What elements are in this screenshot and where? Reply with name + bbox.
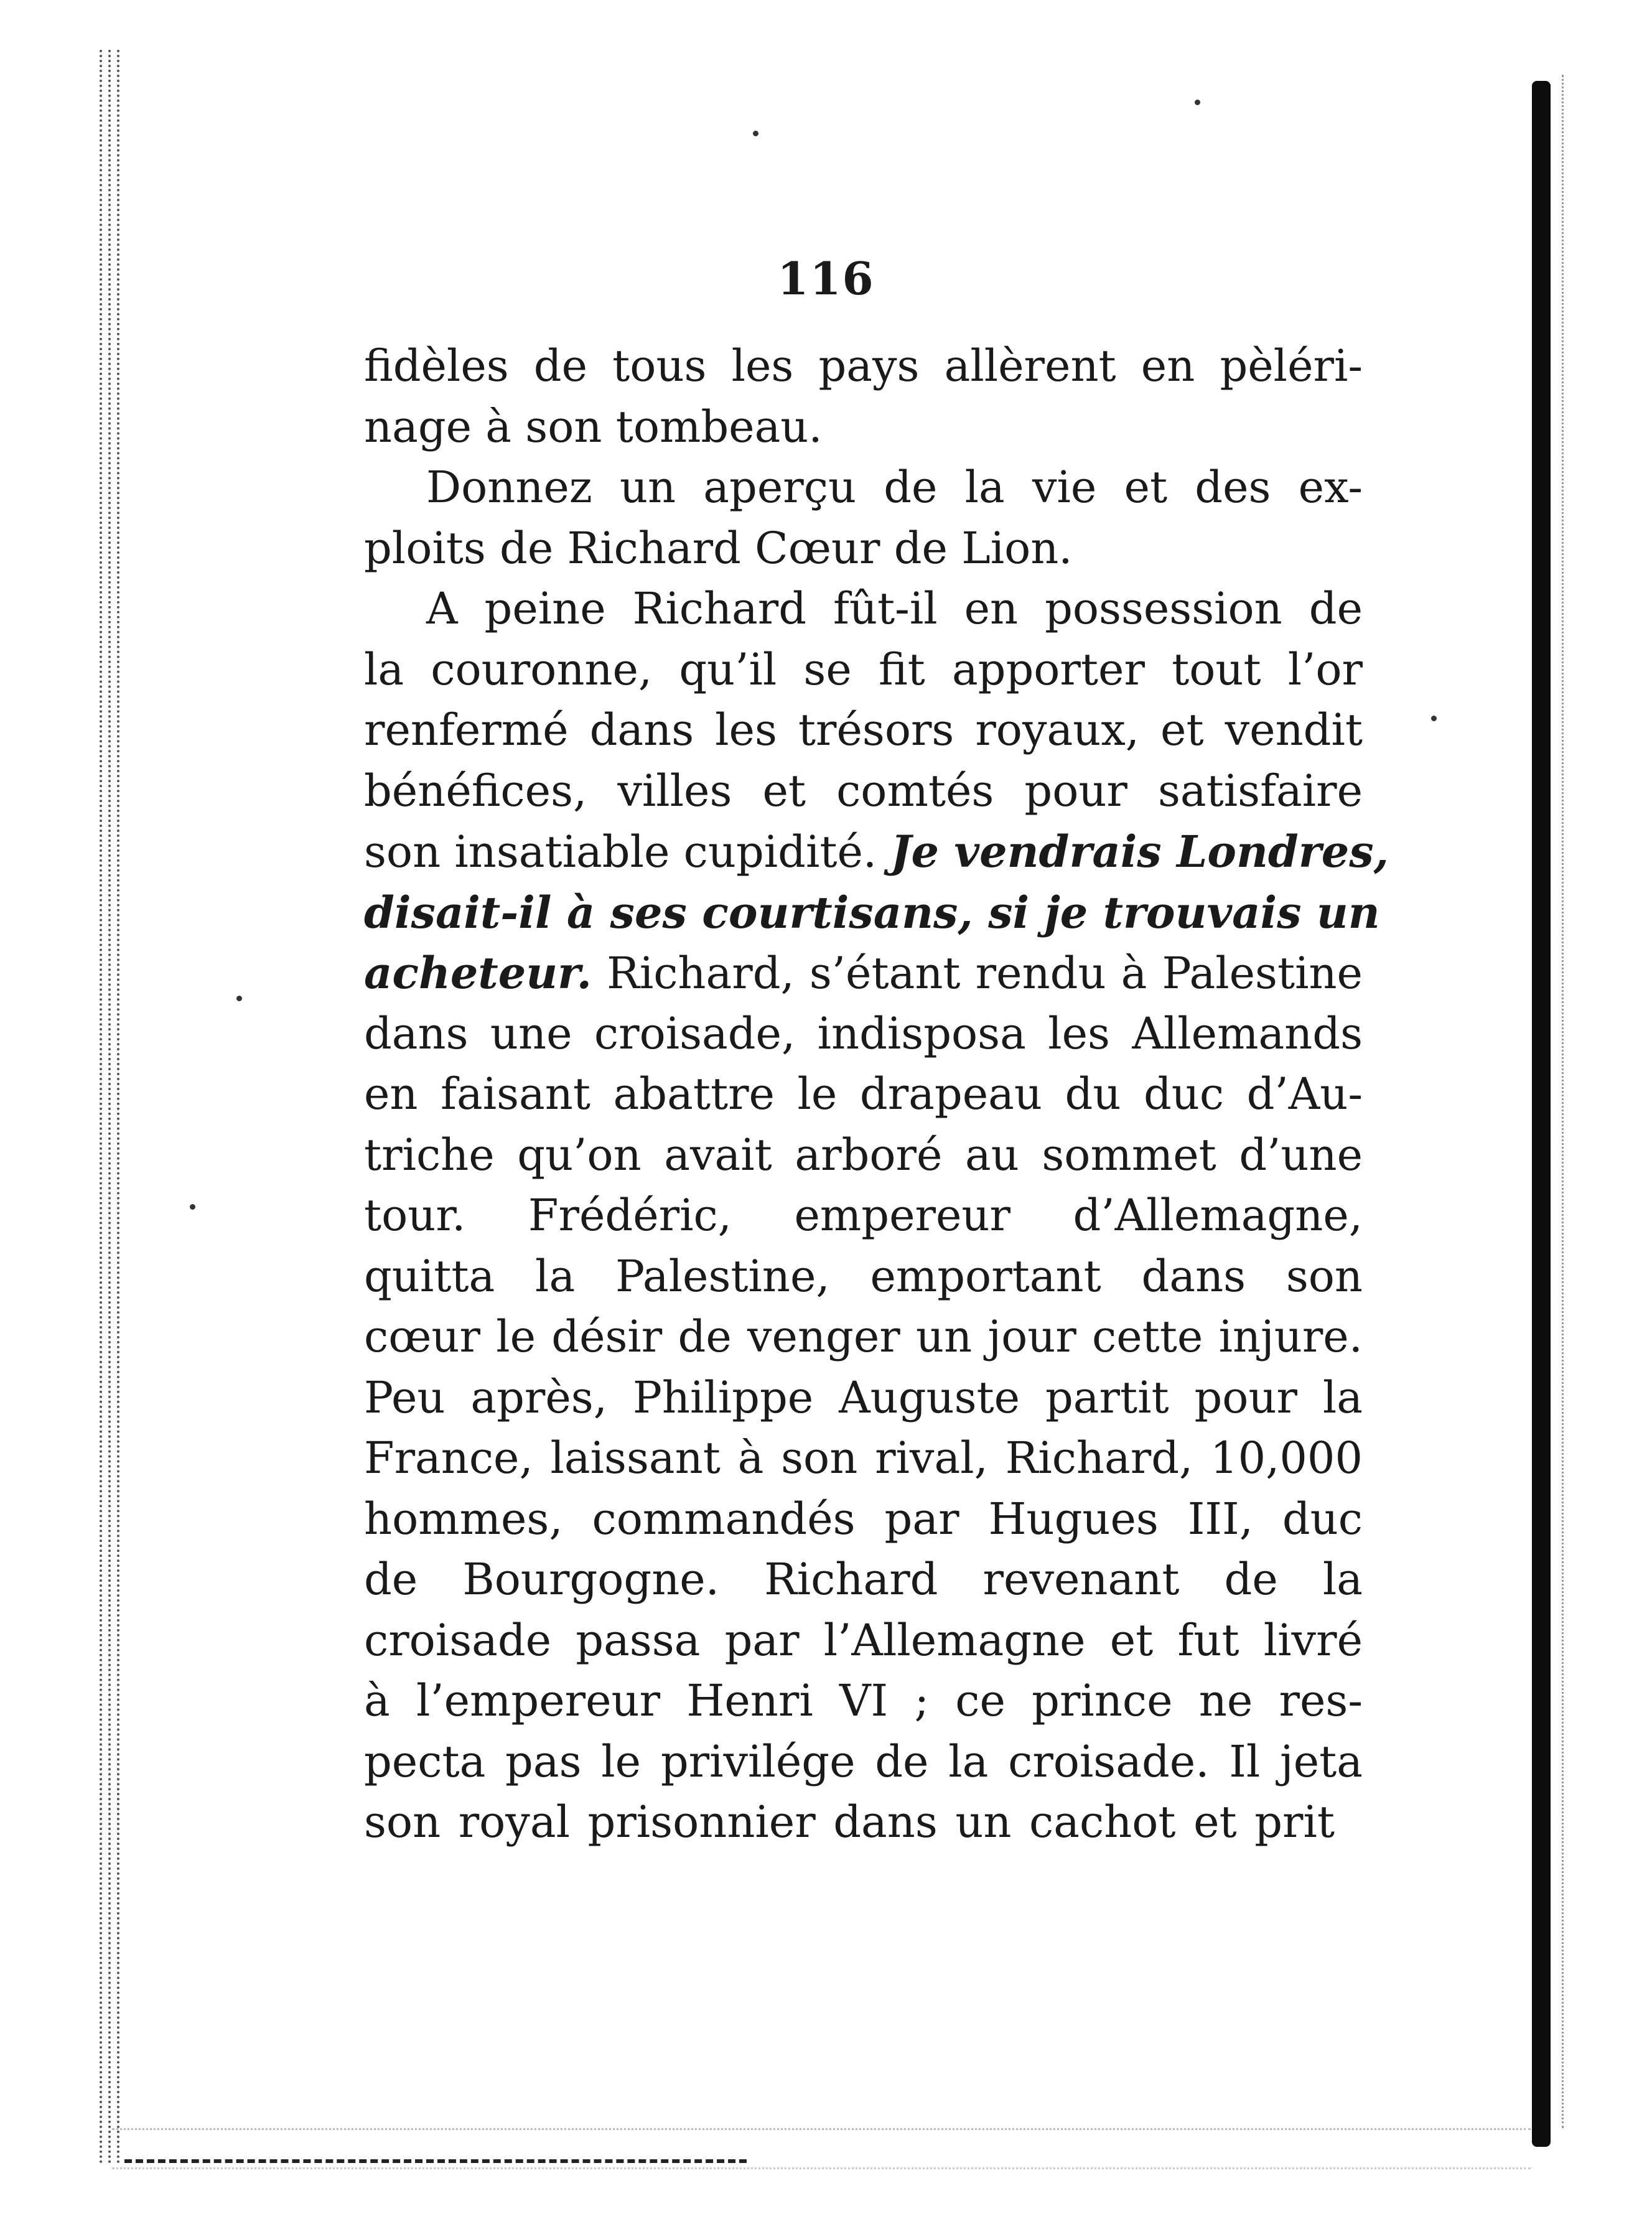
text-fragment: Richard, s’étant rendu à Palestine xyxy=(607,948,1363,999)
text-line: tour. Frédéric, empereur d’Allemagne, xyxy=(364,1190,1363,1241)
page-number: 116 xyxy=(777,252,875,305)
text-line: son royal prisonnier dans un cachot et prit xyxy=(364,1796,1335,1848)
scan-noise-bottom xyxy=(112,2128,1531,2169)
text-line: France, laissant à son rival, Richard, 10,000 xyxy=(364,1432,1363,1483)
text-line: croisade passa par l’Allemagne et fut livré xyxy=(364,1614,1363,1666)
scan-speck xyxy=(753,131,758,136)
text-line xyxy=(364,943,1363,1004)
scan-speck xyxy=(1195,100,1200,105)
text-line: fidèles de tous les pays allèrent en pèléri- xyxy=(364,340,1363,391)
text-fragment: son insatiable cupidité. xyxy=(364,826,877,877)
text-line: A peine Richard fût-il en possession de xyxy=(426,583,1363,634)
text-line: bénéfices, villes et comtés pour satisfaire xyxy=(364,765,1363,816)
text-line: triche qu’on avait arboré au sommet d’une xyxy=(364,1129,1363,1180)
text-line: la couronne, qu’il se fit apporter tout l’or xyxy=(364,643,1363,695)
italic-quote: disait-il à ses courtisans, si je trouvais un xyxy=(364,886,1380,938)
text-line: en faisant abattre le drapeau du duc d’Au- xyxy=(364,1068,1363,1119)
scan-speck xyxy=(236,996,242,1001)
text-line: dans une croisade, indisposa les Allemands xyxy=(364,1007,1363,1059)
page-edge-shadow xyxy=(1532,81,1551,2147)
text-line: de Bourgogne. Richard revenant de la xyxy=(364,1554,1363,1605)
body-text xyxy=(364,336,1389,1853)
text-line: pecta pas le privilége de la croisade. Il jeta xyxy=(364,1736,1363,1787)
text-line: renfermé dans les trésors royaux, et vendit xyxy=(364,704,1363,755)
text-line: Peu après, Philippe Auguste partit pour la xyxy=(364,1371,1363,1423)
italic-quote: Je vendrais Londres, xyxy=(890,826,1389,877)
text-line xyxy=(364,821,1389,882)
scan-noise-right xyxy=(1562,75,1638,2128)
page-binding-edge xyxy=(100,50,124,2166)
question-line: ploits de Richard Cœur de Lion. xyxy=(364,522,1073,574)
scan-speck xyxy=(190,1204,195,1210)
text-line: nage à son tombeau. xyxy=(364,401,823,452)
question-line: Donnez un aperçu de la vie et des ex- xyxy=(426,462,1363,513)
text-line: quitta la Palestine, emportant dans son xyxy=(364,1250,1363,1302)
italic-quote: acheteur. xyxy=(364,947,592,999)
page-bottom-edge xyxy=(124,2159,747,2163)
text-line: cœur le désir de venger un jour cette injure. xyxy=(364,1311,1363,1362)
text-line: hommes, commandés par Hugues III, duc xyxy=(364,1493,1363,1544)
text-line xyxy=(364,882,1380,943)
text-line: à l’empereur Henri VI ; ce prince ne res- xyxy=(364,1675,1363,1726)
scan-speck xyxy=(1431,716,1437,721)
